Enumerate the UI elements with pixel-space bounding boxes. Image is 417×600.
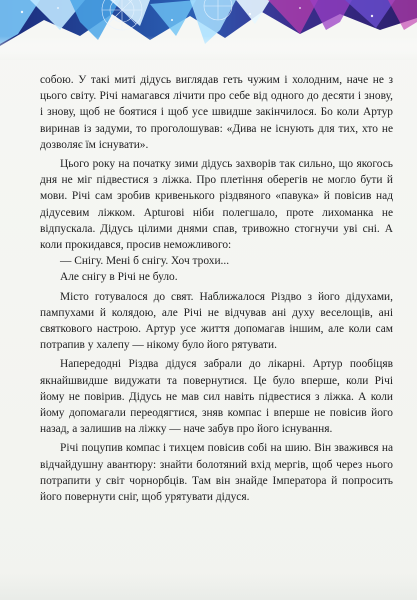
page-bottom-shade bbox=[0, 572, 417, 600]
story-text bbox=[40, 72, 393, 505]
ice-crystals-dreamcatcher-art bbox=[0, 0, 417, 60]
paragraph-1: собою. У такі миті дідусь виглядав геть чужим і холодним, наче не з цього світу. Річі намагався лічити про себе від одного до десяти і знову, і знову, щоб не боятися і щоб усе швидше закінчилося. Бо коли Артур виринав із задуми, то проголошував: «Дива не існують для тих, хто не дозволяє їм існувати». bbox=[40, 74, 393, 151]
dialogue-line: — Снігу. Мені б снігу. Хоч трохи... bbox=[60, 255, 230, 268]
paragraph-2: Цього року на початку зими дідусь захворів так сильно, що якогось дня не міг підвестися з ліжка. Про плетіння оберегів не могло бути й мови. Річі сам зробив кривенького різдвяного «павука» й повісив над дідусевим ліжком. Арturові ніби полегшало, проте лихоманка не відпускала. Дідусь цілими днями спав, тривожно стогнучи уві сні. А коли прокидався, просив неможливого: bbox=[40, 158, 393, 252]
paragraph-3: Але снігу в Річі не було. bbox=[60, 271, 178, 284]
paragraph-4: Місто готувалося до свят. Наближалося Різдво з його дідухами, пампухами й колядою, але Річі не відчував ані духу веселощів, ані святкового настрою. Артур усе життя допомагав іншим, але коли сам потрапив у халепу — нікому було його рятувати. bbox=[40, 290, 393, 352]
paragraph-6: Річі поцупив компас і тихцем повісив собі на шию. Він зважився на відчайдушну авантюру: знайти болотяний вхід мергів, щоб через нього потрапити у світ чорнорбців. Там він знайде Імператора й попросить його повернути сніг, щоб урятувати дідуся. bbox=[40, 442, 393, 504]
header-illustration bbox=[0, 0, 417, 60]
paragraph-5: Напередодні Різдва дідуся забрали до лікарні. Артур пообіцяв якнайшвидше видужати та повернутися. Це було вперше, коли Річі йому не повірив. Дідусь не мав сил навіть підвестися з ліжка. А коли йому допомагали переодягтися, зняв компас і вперше не повісив його назад, а залишив на ліжку — наче забув про його існування. bbox=[40, 358, 393, 436]
